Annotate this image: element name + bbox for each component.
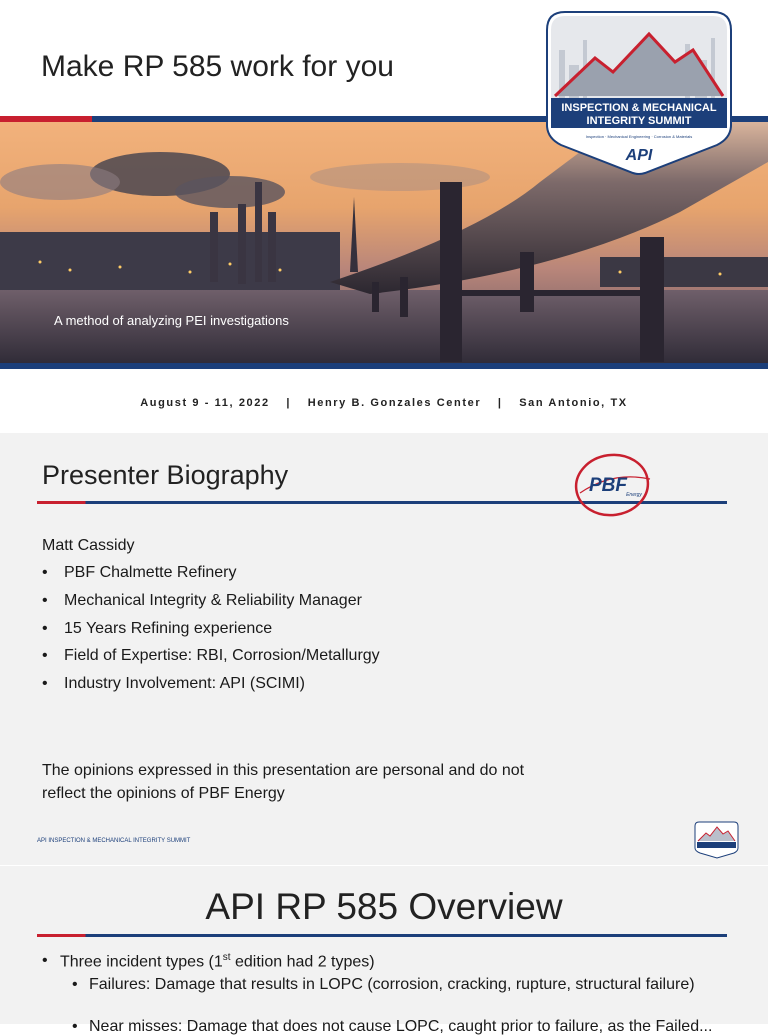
badge-tagline: Inspection · Mechanical Engineering · Corrosion & Materials: [585, 134, 693, 139]
pbf-logo-text: PBF: [589, 475, 627, 496]
slide-title: Make RP 585 work for you: [41, 50, 394, 83]
bullet-text: Mechanical Integrity & Reliability Manager: [64, 591, 362, 609]
event-location: San Antonio, TX: [519, 397, 628, 409]
bullet-text: Field of Expertise: RBI, Corrosion/Metallurgy: [64, 647, 380, 665]
bullet-glyph: •: [42, 591, 48, 609]
badge-title-line2: INTEGRITY SUMMIT: [586, 115, 692, 127]
presenter-name: Matt Cassidy: [42, 537, 135, 554]
biography-bullet-item: [42, 647, 380, 675]
biography-bullet-item: [42, 620, 380, 648]
bullet-glyph: •: [42, 619, 48, 637]
bullet-incident-types: [42, 952, 375, 971]
biography-bullet-item: [42, 564, 380, 592]
sub-bullet-text: Failures: Damage that results in LOPC (corrosion, cracking, rupture, structural failure): [89, 976, 695, 993]
bullet-text: 15 Years Refining experience: [64, 619, 273, 637]
event-info-footer: [0, 397, 768, 409]
rp585-overview-slide: [0, 866, 768, 1035]
bullet-text: Three incident types (1: [60, 953, 223, 971]
title-slide: [0, 0, 768, 432]
bullet-glyph: •: [72, 1018, 78, 1035]
biography-bullet-item: [42, 592, 380, 620]
biography-bullet-item: [42, 675, 380, 703]
bullet-text-tail: edition had 2 types): [230, 953, 375, 971]
bullet-glyph: •: [42, 564, 48, 581]
title-divider-rule: [37, 934, 727, 937]
presenter-biography-slide: [0, 433, 768, 865]
pbf-logo-subtext: Energy: [626, 492, 642, 498]
bullet-glyph: •: [42, 647, 48, 665]
slide-subtitle: A method of analyzing PEI investigations: [54, 313, 289, 328]
pbf-energy-logo: [572, 451, 654, 521]
slide-title: API RP 585 Overview: [205, 886, 563, 927]
api-brand-mark: API: [625, 147, 653, 164]
sub-bullet-near-misses: [72, 1018, 732, 1036]
badge-title-line1: INSPECTION & MECHANICAL: [561, 102, 717, 114]
summit-badge-small-icon: [694, 821, 739, 859]
photo-bottom-bar: [0, 363, 768, 369]
bullet-glyph: •: [42, 675, 48, 693]
sub-bullet-failures: [72, 974, 732, 996]
slide-title: Presenter Biography: [42, 460, 289, 490]
summit-badge-logo: [545, 10, 733, 176]
bullet-text: Industry Involvement: API (SCIMI): [64, 675, 305, 693]
disclaimer-text: The opinions expressed in this presentation are personal and do not reflect the opinions of PBF Energy: [42, 762, 525, 802]
bullet-glyph: •: [72, 976, 78, 993]
ordinal-suffix: st: [222, 952, 231, 963]
biography-bullet-list: [42, 564, 380, 703]
event-dates: August 9 - 11, 2022: [140, 397, 270, 409]
slide-footer-text: API INSPECTION & MECHANICAL INTEGRITY SUMMIT: [37, 838, 191, 844]
event-venue: Henry B. Gonzales Center: [307, 397, 482, 409]
sub-bullet-text: Near misses: Damage that does not cause LOPC, caught prior to failure, as the Failed...: [89, 1018, 713, 1035]
bullet-text: PBF Chalmette Refinery: [64, 564, 237, 581]
footer-separator: |: [497, 397, 503, 409]
bullet-glyph: •: [42, 952, 48, 969]
footer-separator: |: [286, 397, 292, 409]
